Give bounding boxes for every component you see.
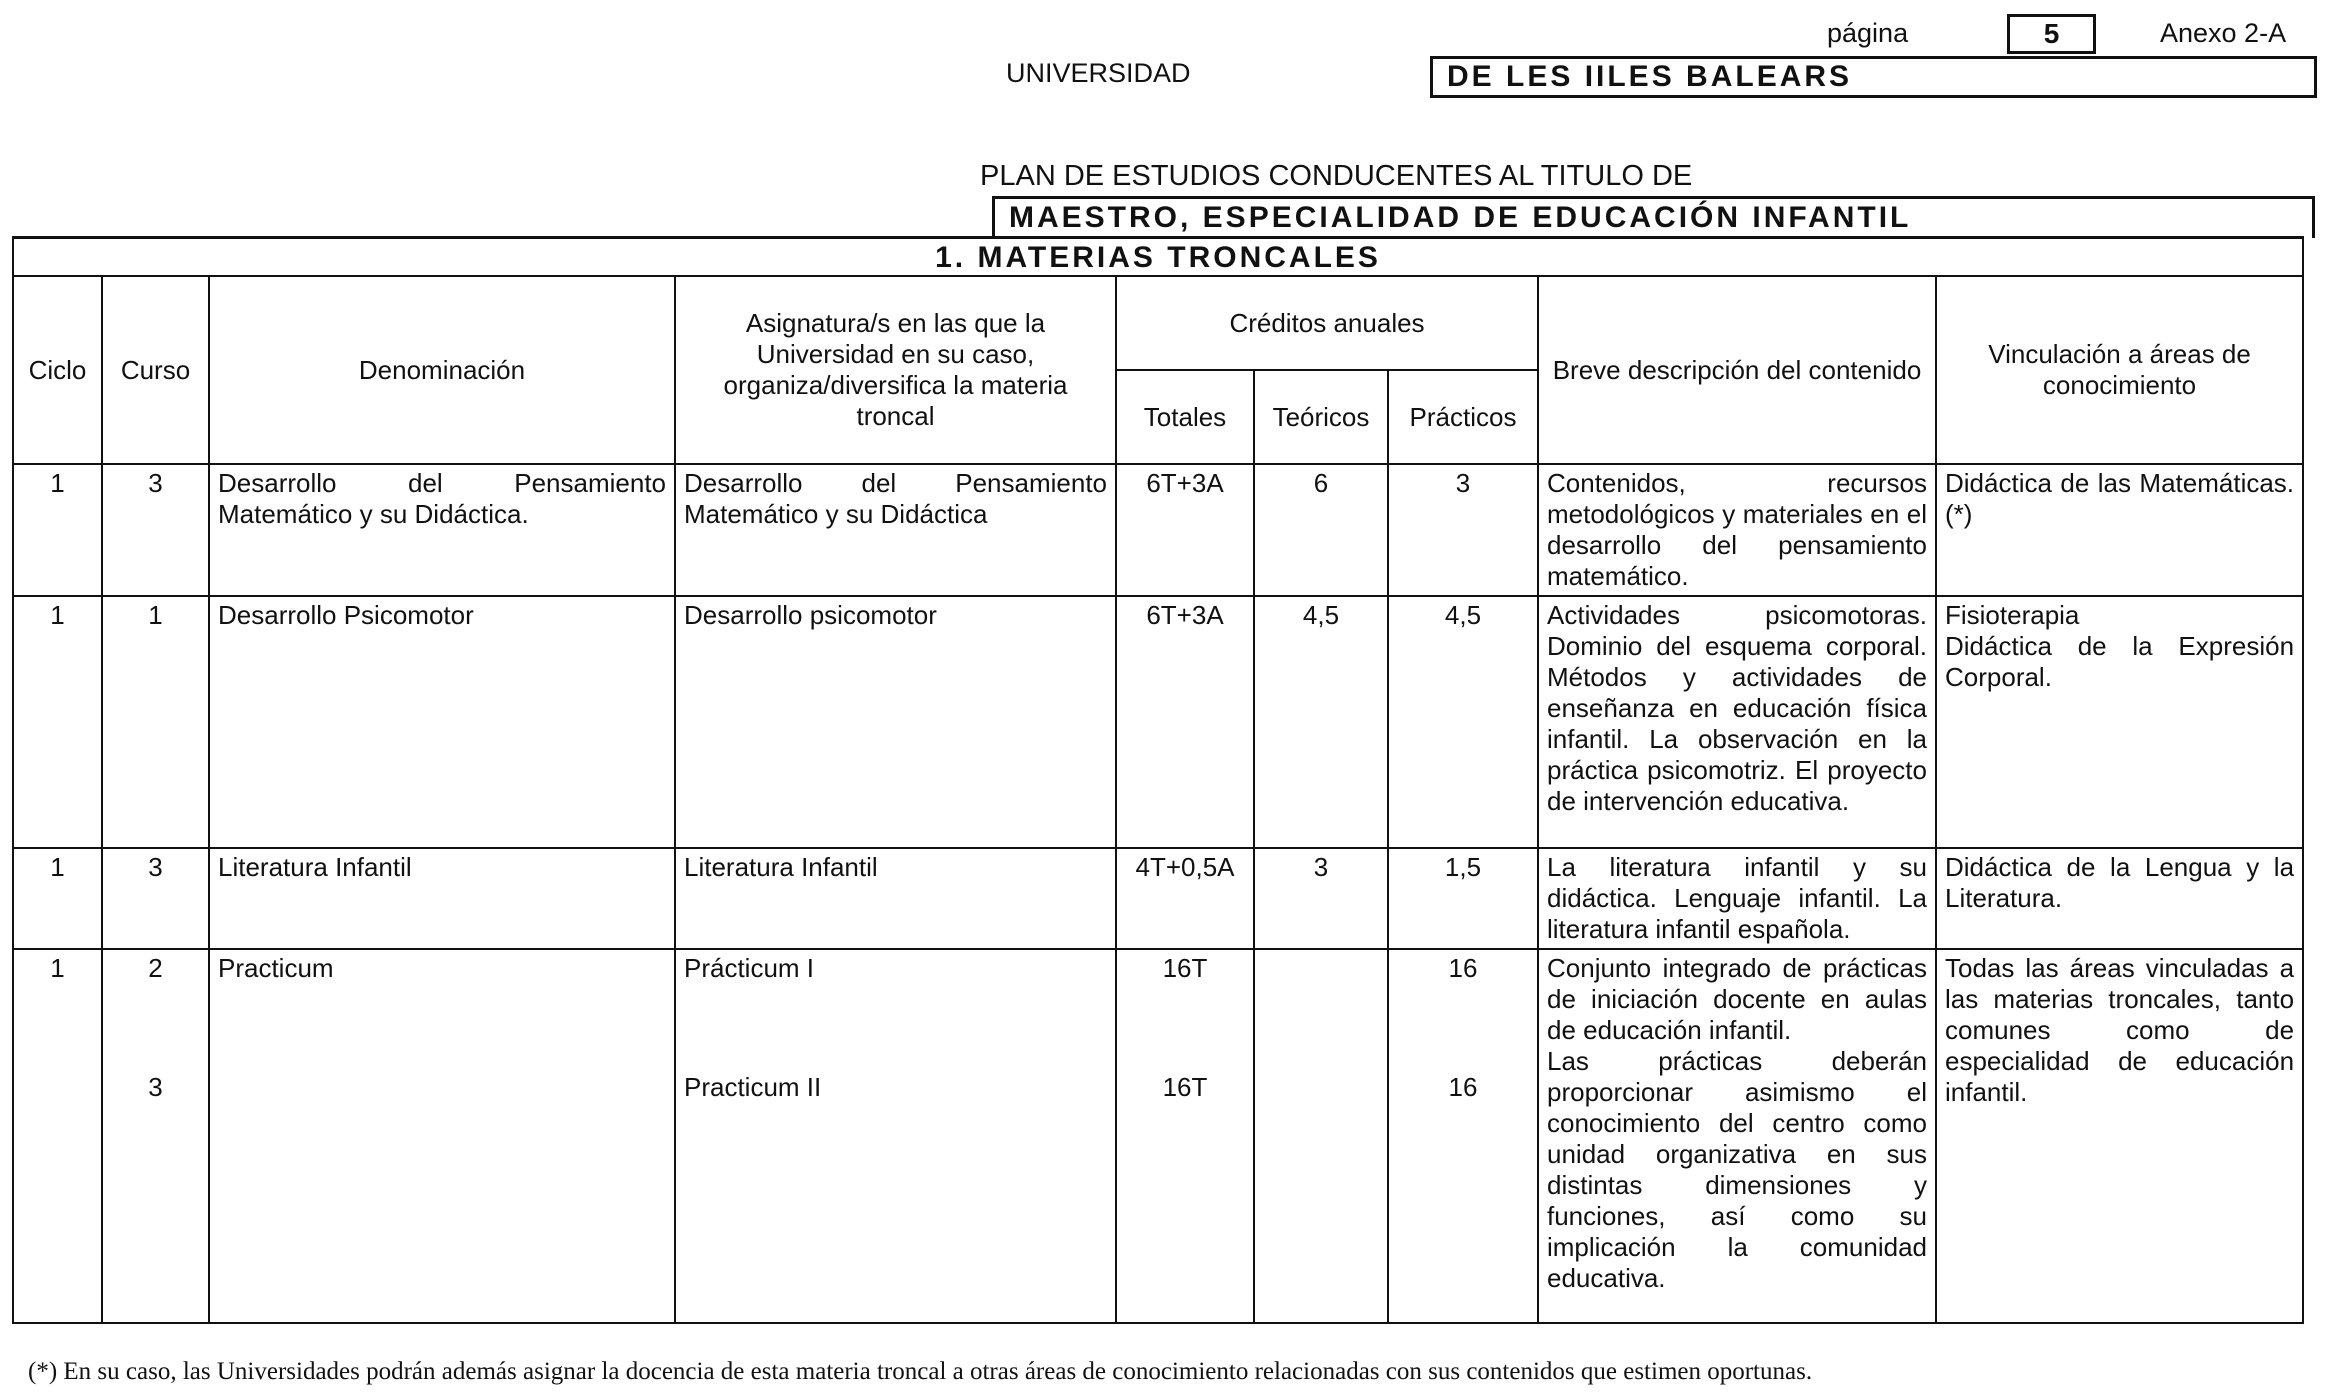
col-teoricos: Teóricos [1254, 370, 1388, 464]
cell-practicos: 3 [1388, 464, 1538, 596]
cell-descripcion: La literatura infantil y su didáctica. Lenguaje infantil. La literatura infantil española. [1538, 848, 1936, 949]
col-vinculacion: Vinculación a áreas de conocimiento [1936, 276, 2303, 464]
cell-denominacion: Practicum [209, 949, 675, 1323]
cell-descripcion: Actividades psicomotoras. Dominio del esquema corporal. Métodos y actividades de enseñanza en educación física infantil. La observación en la práctica psicomotriz. El proyecto de intervención educativa. [1538, 596, 1936, 848]
asignatura-value: Practicum II [684, 1072, 822, 1102]
cell-totales: 4T+0,5A [1116, 848, 1254, 949]
cell-denominacion: Literatura Infantil [209, 848, 675, 949]
cell-totales [1116, 949, 1254, 1323]
totales-value: 16T [1162, 1072, 1208, 1102]
cell-curso [102, 949, 209, 1323]
page-number: 5 [2043, 18, 2060, 49]
annex-label: Anexo 2-A [2160, 18, 2287, 48]
cell-curso: 1 [102, 596, 209, 848]
cell-totales: 6T+3A [1116, 596, 1254, 848]
university-label: UNIVERSIDAD [1006, 58, 1191, 88]
footnote: (*) En su caso, las Universidades podrán además asignar la docencia de esta materia troncal a otras áreas de conocimiento relacionadas con sus contenidos que estimen oportunas. [28, 1358, 1813, 1385]
cell-practicos [1388, 949, 1538, 1323]
curso-value: 3 [148, 1072, 163, 1102]
vinculacion-line: Didáctica de la Expresión Corporal. [1945, 631, 2295, 692]
cell-teoricos: 6 [1254, 464, 1388, 596]
table-row [13, 596, 2303, 848]
materias-troncales-table [12, 236, 2304, 1324]
asignatura-value: Prácticum I [684, 953, 815, 983]
university-value: DE LES IILES BALEARS [1447, 60, 1853, 93]
descripcion-part: Las prácticas deberán proporcionar asimismo el conocimiento del centro como unidad organizativa en sus distintas dimensiones y funciones, así como su implicación la comunidad educativa. [1547, 1046, 1927, 1293]
cell-descripcion: Contenidos, recursos metodológicos y materiales en el desarrollo del pensamiento matemático. [1538, 464, 1936, 596]
col-creditos: Créditos anuales [1116, 276, 1538, 370]
cell-vinculacion: Todas las áreas vinculadas a las materias troncales, tanto comunes como de especialidad de educación infantil. [1936, 949, 2303, 1323]
col-totales: Totales [1116, 370, 1254, 464]
page-number-box [2007, 14, 2096, 54]
cell-asignatura: Desarrollo del Pensamiento Matemático y su Didáctica [675, 464, 1116, 596]
cell-ciclo: 1 [13, 464, 102, 596]
cell-descripcion [1538, 949, 1936, 1323]
table-row [13, 464, 2303, 596]
col-ciclo: Ciclo [13, 276, 102, 464]
col-descripcion: Breve descripción del contenido [1538, 276, 1936, 464]
plan-label: PLAN DE ESTUDIOS CONDUCENTES AL TITULO DE [980, 160, 1693, 192]
section-title: 1. MATERIAS TRONCALES [13, 238, 2303, 277]
cell-asignatura [675, 949, 1116, 1323]
cell-practicos: 1,5 [1388, 848, 1538, 949]
page-label: página [1827, 18, 1909, 48]
totales-value: 16T [1162, 953, 1208, 983]
practicos-value: 16 [1448, 1072, 1478, 1102]
cell-curso: 3 [102, 464, 209, 596]
cell-denominacion: Desarrollo Psicomotor [209, 596, 675, 848]
descripcion-part: Conjunto integrado de prácticas de iniciación docente en aulas de educación infantil. [1547, 953, 1927, 1045]
col-asignatura: Asignatura/s en las que la Universidad en su caso, organiza/diversifica la materia troncal [675, 276, 1116, 464]
practicos-value: 16 [1448, 953, 1478, 983]
university-field [1430, 56, 2317, 98]
cell-teoricos: 4,5 [1254, 596, 1388, 848]
col-curso: Curso [102, 276, 209, 464]
degree-field [992, 196, 2315, 238]
degree-value: MAESTRO, ESPECIALIDAD DE EDUCACIÓN INFANTIL [1009, 201, 1912, 234]
cell-ciclo: 1 [13, 596, 102, 848]
cell-totales: 6T+3A [1116, 464, 1254, 596]
vinculacion-line: Fisioterapia [1945, 600, 2080, 630]
table-row [13, 848, 2303, 949]
cell-vinculacion: Didáctica de la Lengua y la Literatura. [1936, 848, 2303, 949]
curso-value: 2 [148, 953, 163, 983]
cell-practicos: 4,5 [1388, 596, 1538, 848]
cell-teoricos: 3 [1254, 848, 1388, 949]
cell-asignatura: Literatura Infantil [675, 848, 1116, 949]
col-practicos: Prácticos [1388, 370, 1538, 464]
cell-ciclo: 1 [13, 949, 102, 1323]
cell-vinculacion: Didáctica de las Matemáticas.(*) [1936, 464, 2303, 596]
cell-curso: 3 [102, 848, 209, 949]
cell-asignatura: Desarrollo psicomotor [675, 596, 1116, 848]
cell-teoricos [1254, 949, 1388, 1323]
table-row [13, 949, 2303, 1323]
cell-vinculacion [1936, 596, 2303, 848]
col-denominacion: Denominación [209, 276, 675, 464]
cell-ciclo: 1 [13, 848, 102, 949]
cell-denominacion: Desarrollo del Pensamiento Matemático y su Didáctica. [209, 464, 675, 596]
